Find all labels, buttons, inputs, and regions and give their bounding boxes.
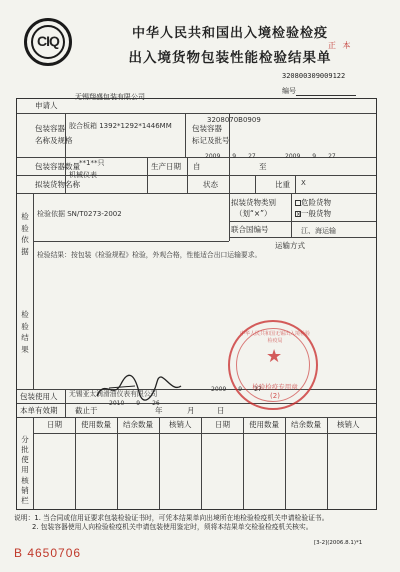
applicant-value: 无锡翔盛包装有限公司 bbox=[75, 93, 145, 101]
container-name-label-1: 包装容器 bbox=[35, 124, 65, 133]
star-icon: ★ bbox=[266, 346, 283, 367]
form-title-line1: 中华人民共和国出入境检验检疫 bbox=[131, 26, 328, 41]
usage-header-used-1: 使用数量 bbox=[81, 420, 111, 429]
form-table bbox=[16, 98, 377, 510]
un-number-label: 联合国编号 bbox=[231, 225, 269, 234]
container-mark-value: 3208070B0909 bbox=[207, 116, 261, 124]
quantity-label: 包装容器数量 bbox=[35, 162, 80, 171]
basis-text: 检验依据 SN/T0273-2002 bbox=[37, 210, 122, 218]
user-label: 包装使用人 bbox=[20, 392, 58, 401]
user-date: 2010 9 26 bbox=[109, 400, 160, 407]
category-label-2: （划“×”） bbox=[235, 209, 272, 218]
number-field bbox=[282, 86, 356, 96]
result-date: 2009 9 27 bbox=[211, 386, 262, 393]
goods-name-value: 机械仪表 bbox=[69, 171, 97, 179]
document-number: B 4650706 bbox=[14, 546, 82, 560]
usage-header-balance-2: 结余数量 bbox=[291, 420, 321, 429]
ciq-logo bbox=[24, 18, 72, 66]
from-label: 自 bbox=[193, 162, 201, 171]
usage-header-balance-1: 结余数量 bbox=[123, 420, 153, 429]
logo-text: CIQ bbox=[37, 33, 59, 49]
result-side-label: 检 验 结 果 bbox=[21, 310, 29, 354]
validity-month: 月 bbox=[187, 406, 195, 415]
footer-notes bbox=[14, 514, 384, 532]
dangerous-goods-option[interactable]: 危险货物 bbox=[295, 199, 331, 208]
usage-side-label: 分 批 使 用 核 销 栏 bbox=[21, 435, 29, 505]
container-name-label-2: 名称及规格 bbox=[35, 136, 73, 145]
original-copy-mark: 正 本 bbox=[328, 41, 353, 50]
production-date-label: 生产日期 bbox=[151, 162, 181, 171]
density-value: X bbox=[301, 179, 306, 187]
stamp-text-1: 检验检疫专用章 bbox=[252, 383, 298, 391]
transport-value: 江、海运输 bbox=[301, 227, 336, 235]
basis-side-label: 检 验 依 据 bbox=[21, 212, 29, 256]
mfg-date-start: 2009 9 27 bbox=[205, 153, 256, 160]
note-1: 说明：1. 当合同或信用证要求包装检验证书时，可凭本结果单向出境所在地检验检疫机关申请检验证书。 bbox=[14, 514, 329, 522]
transport-label: 运输方式 bbox=[275, 241, 305, 250]
mfg-date-end: 2009 9 27 bbox=[285, 153, 336, 160]
validity-year: 年 bbox=[155, 406, 163, 415]
validity-day: 日 bbox=[217, 406, 225, 415]
applicant-label: 申请人 bbox=[35, 101, 58, 110]
form-code: [3-2](2006.8.1)*1 bbox=[314, 540, 363, 546]
official-stamp bbox=[228, 320, 318, 410]
container-mark-label-1: 包装容器 bbox=[192, 124, 222, 133]
quantity-value: **1**只 bbox=[79, 159, 105, 167]
density-label: 比重 bbox=[275, 180, 290, 189]
general-goods-option[interactable]: ×一般货物 bbox=[296, 209, 331, 218]
usage-header-verifier-1: 核销人 bbox=[169, 420, 192, 429]
user-value: 无锡亚太润滑油仪表有限公司 bbox=[69, 390, 158, 398]
goods-name-label: 拟装货物名称 bbox=[35, 180, 80, 189]
signature bbox=[95, 374, 185, 402]
result-text: 检验结果：按包装《检验规程》检验，外观合格，性能适合出口运输要求。 bbox=[37, 251, 262, 259]
container-mark-label-2: 标记及批号 bbox=[192, 136, 230, 145]
usage-header-date-1: 日期 bbox=[47, 420, 62, 429]
container-name-value: 胶合板箱 1392*1292*1446MM bbox=[69, 122, 172, 130]
validity-cutoff: 截止于 bbox=[75, 406, 98, 415]
stamp-text-2: (2) bbox=[270, 392, 280, 400]
usage-header-used-2: 使用数量 bbox=[249, 420, 279, 429]
note-2: 2. 包装容器使用人向检验检疫机关申请包装使用鉴定时，须将本结果单交检验检疫机关核实。 bbox=[32, 523, 313, 532]
stamp-arc-text: 中华人民共和国无锡出入境检验检疫局 bbox=[240, 331, 311, 344]
serial-number: 320800309009122 bbox=[282, 72, 346, 80]
usage-header-date-2: 日期 bbox=[215, 420, 230, 429]
form-title-line2: 出入境货物包装性能检验结果单 bbox=[128, 50, 332, 66]
state-label: 状态 bbox=[203, 180, 218, 189]
validity-label: 本单有效期 bbox=[20, 406, 58, 415]
to-label: 至 bbox=[259, 162, 267, 171]
number-label: 编号 bbox=[282, 87, 296, 95]
usage-header-verifier-2: 核销人 bbox=[337, 420, 360, 429]
category-label-1: 拟装货物类别 bbox=[231, 198, 276, 207]
